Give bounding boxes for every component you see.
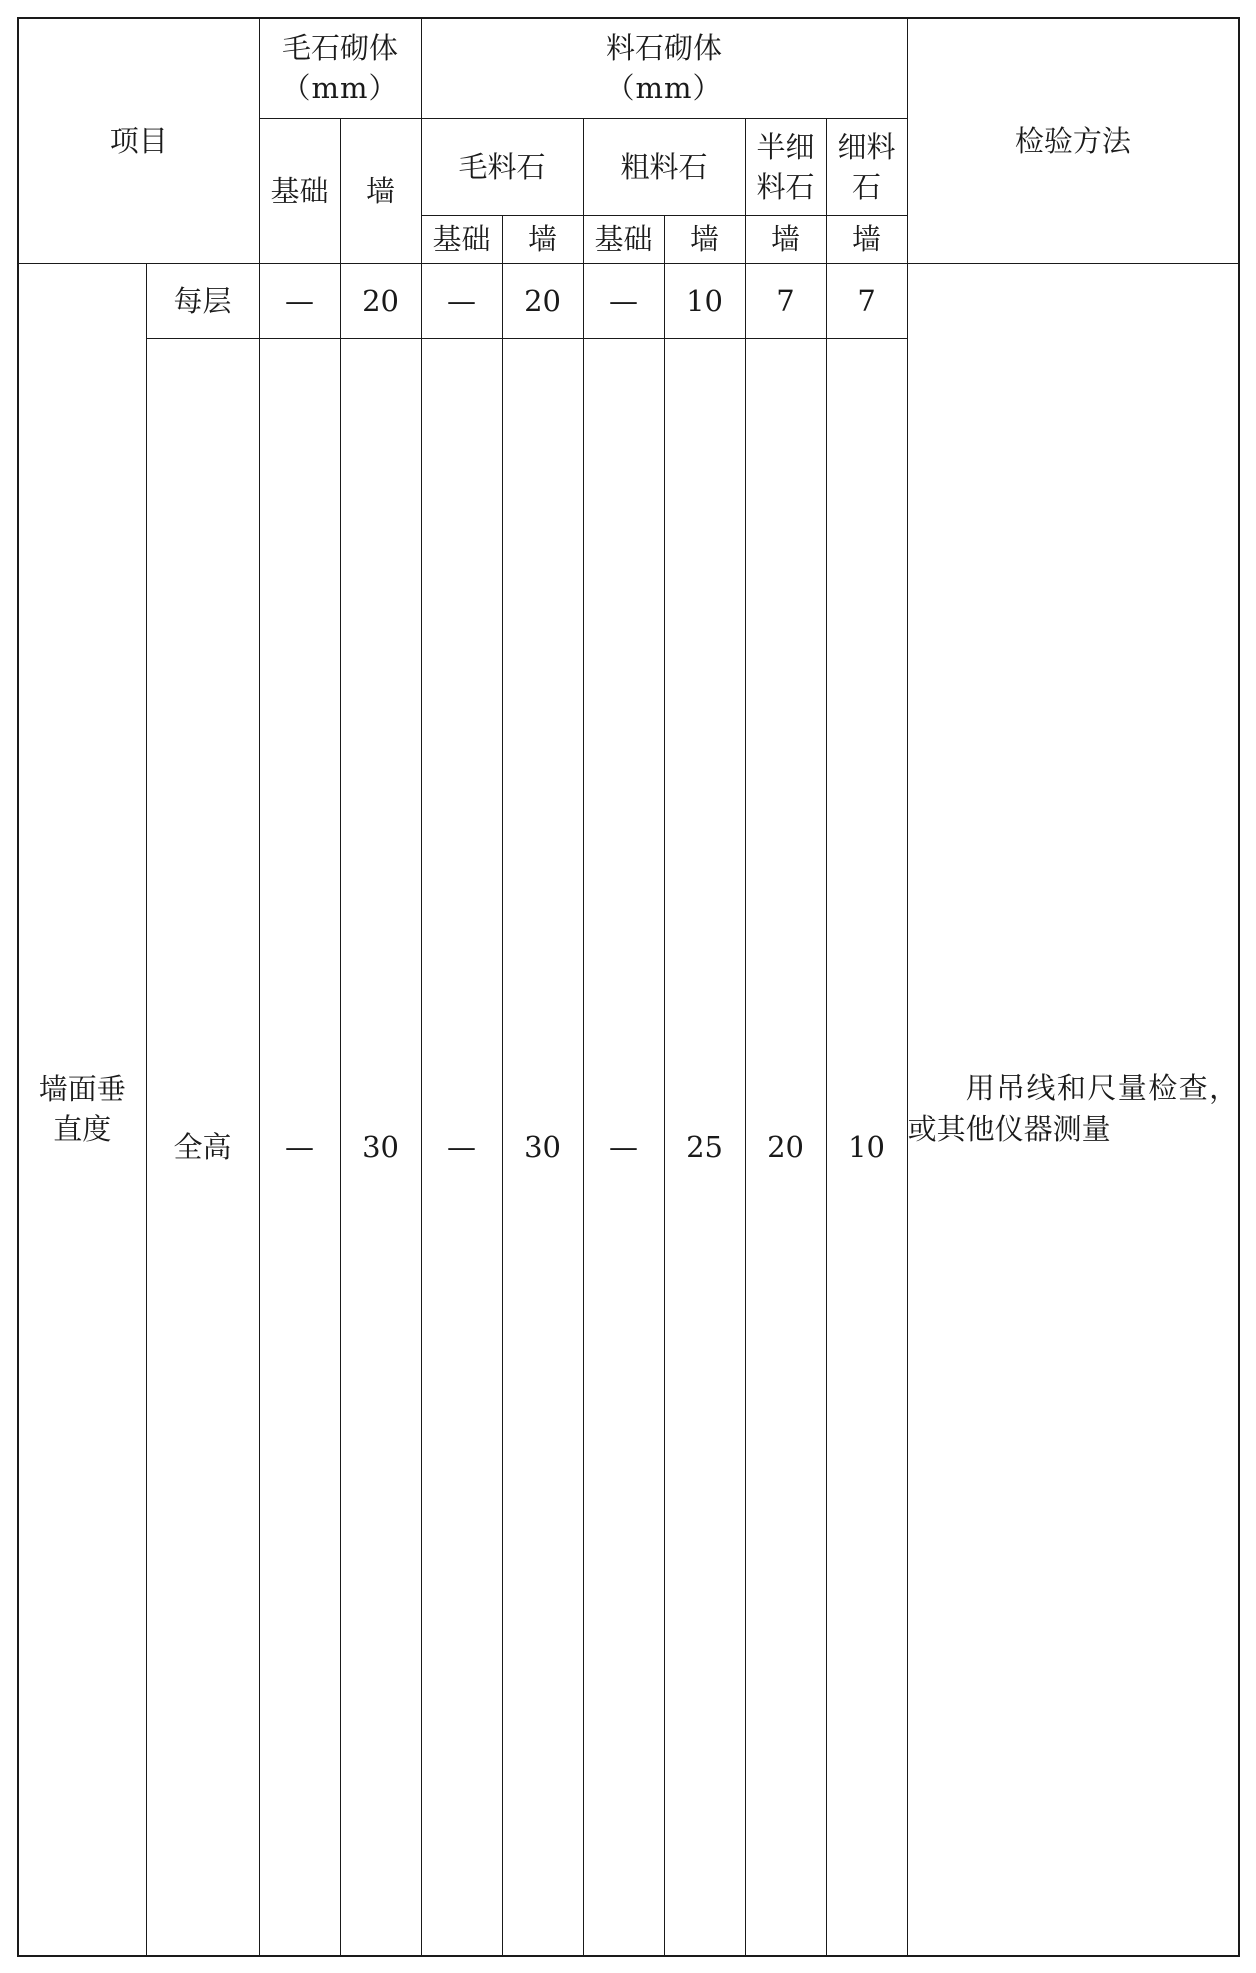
header-fine-ashlar-wall: 墙 <box>826 215 907 263</box>
item-wall-verticality <box>18 263 146 1956</box>
row-label-per-storey: 每层 <box>146 263 259 338</box>
header-coarse-ashlar: 粗料石 <box>583 118 745 215</box>
header-coarse-ashlar-wall: 墙 <box>664 215 745 263</box>
header-rubble-masonry <box>259 18 421 118</box>
table-cell: 30 <box>502 338 583 1956</box>
table-cell: — <box>259 263 340 338</box>
table-cell: — <box>421 338 502 1956</box>
header-rubble-masonry-unit: （mm） <box>281 71 399 106</box>
table-cell: 10 <box>664 263 745 338</box>
header-fine-ashlar <box>826 118 907 215</box>
header-row-1 <box>18 18 1239 118</box>
table-cell: 20 <box>745 338 826 1956</box>
table-cell: 10 <box>826 338 907 1956</box>
header-semi-fine-ashlar-line-1: 半细 <box>756 129 815 164</box>
header-rubble-wall: 墙 <box>340 118 421 263</box>
table-cell: 7 <box>826 263 907 338</box>
header-ashlar-masonry <box>421 18 907 118</box>
table-cell: 20 <box>502 263 583 338</box>
table-cell: 20 <box>340 263 421 338</box>
header-semi-fine-ashlar-line-2: 料石 <box>756 169 815 204</box>
header-item: 项目 <box>18 18 259 263</box>
header-fine-ashlar-line-2: 石 <box>852 169 882 204</box>
table-cell: 30 <box>340 338 421 1956</box>
header-ashlar-masonry-name: 料石砌体 <box>606 31 723 66</box>
table-row <box>18 263 1239 338</box>
header-rough-ashlar-foundation: 基础 <box>421 215 502 263</box>
row-label-full-height: 全高 <box>146 338 259 1956</box>
header-fine-ashlar-line-1: 细料 <box>837 129 896 164</box>
header-semi-fine-ashlar <box>745 118 826 215</box>
table-cell: 25 <box>664 338 745 1956</box>
table-cell: — <box>583 263 664 338</box>
inspection-method-text: 用吊线和尺量检查，或其他仪器测量 <box>907 1071 1239 1147</box>
item-wall-verticality-line-2: 直度 <box>53 1112 112 1147</box>
header-rubble-masonry-name: 毛石砌体 <box>282 31 399 66</box>
header-rough-ashlar-wall: 墙 <box>502 215 583 263</box>
item-wall-verticality-line-1: 墙面垂 <box>38 1072 126 1107</box>
inspection-method-cell <box>907 263 1239 1956</box>
header-semi-fine-ashlar-wall: 墙 <box>745 215 826 263</box>
table-cell: 7 <box>745 263 826 338</box>
header-coarse-ashlar-foundation: 基础 <box>583 215 664 263</box>
header-rough-ashlar: 毛料石 <box>421 118 583 215</box>
header-inspection-method: 检验方法 <box>907 18 1239 263</box>
tolerance-table <box>17 17 1240 1957</box>
header-ashlar-masonry-unit: （mm） <box>605 71 723 106</box>
table-cell: — <box>259 338 340 1956</box>
header-rubble-foundation: 基础 <box>259 118 340 263</box>
table-cell: — <box>583 338 664 1956</box>
table-cell: — <box>421 263 502 338</box>
